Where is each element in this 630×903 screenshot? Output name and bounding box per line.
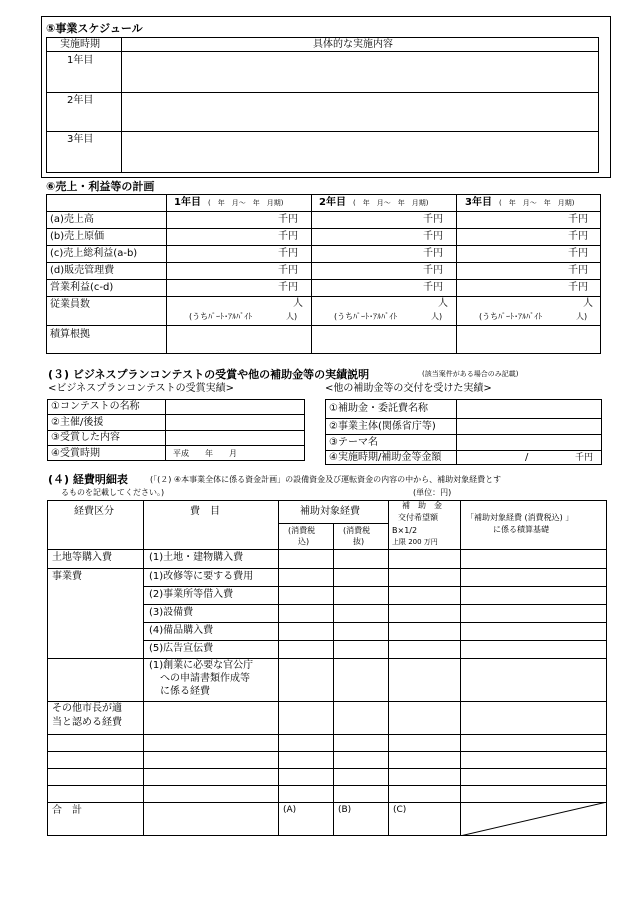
sales-unit: 千円: [423, 282, 443, 293]
part-unit: 人): [576, 312, 588, 321]
sales-unit: 千円: [568, 248, 588, 259]
sales-year-1: 1年目: [174, 197, 201, 208]
sales-year-2: 2年目: [319, 197, 346, 208]
schedule-table: [46, 37, 599, 173]
sales-unit: 千円: [278, 265, 298, 276]
sales-row-label: (d)販売管理費: [50, 265, 115, 276]
contest-row-label: ②主催/後援: [51, 417, 104, 428]
person-unit: 人: [293, 298, 303, 309]
col-request: B×1/2: [392, 526, 418, 535]
col-basis: に係る積算基礎: [493, 525, 549, 534]
category-business: 事業費: [52, 571, 82, 582]
total-a: (A): [283, 805, 297, 815]
sales-unit: 千円: [568, 265, 588, 276]
sales-unit: 千円: [278, 282, 298, 293]
basis-label: 積算根拠: [50, 329, 90, 340]
section3-title: (３) ビジネスプランコンテストの受賞や他の補助金等の実績説明: [48, 368, 370, 381]
sales-row-label: (b)売上原価: [50, 231, 105, 242]
sales-unit: 千円: [423, 231, 443, 242]
col-request: 交付希望額: [398, 513, 438, 522]
section4-intro-2: るものを記載してください。): [61, 488, 165, 497]
contest-date: 平成 年 月: [173, 449, 237, 458]
total-basis-diagonal: [460, 802, 607, 836]
col-incl: 込): [298, 537, 310, 546]
col-request: 上限 200 万円: [392, 538, 438, 546]
sales-unit: 千円: [278, 231, 298, 242]
schedule-col-period: 実施時期: [60, 39, 100, 50]
part-unit: 人): [431, 312, 443, 321]
col-basis: 「補助対象経費 (消費税込) 」: [466, 513, 574, 522]
section3-note: (該当案件がある場合のみ記載): [422, 370, 519, 378]
col-category: 経費区分: [74, 506, 114, 517]
expense-item: (1)土地・建物購入費: [149, 552, 244, 563]
expense-item: (3)設備費: [149, 607, 194, 618]
sales-range-1: ( 年 月～ 年 月期): [208, 199, 284, 207]
col-incl: (消費税: [288, 526, 316, 535]
expense-item: (4)備品購入費: [149, 625, 214, 636]
subsidy-row-label: ③テーマ名: [329, 437, 378, 448]
expense-item: (1)改修等に要する費用: [149, 571, 254, 582]
schedule-year-2: 2年目: [67, 95, 94, 106]
sales-row-label: (c)売上総利益(a-b): [50, 248, 138, 259]
sales-title: ⑥売上・利益等の計画: [46, 180, 155, 193]
contest-row-label: ①コンテストの名称: [51, 401, 140, 412]
col-excl: (消費税: [343, 526, 371, 535]
subsidy-unit: 千円: [575, 453, 594, 463]
sales-unit: 千円: [278, 214, 298, 225]
category-other: 当と認める経費: [52, 717, 122, 728]
subsidy-row-label: ①補助金・委託費名称: [329, 403, 428, 414]
sales-unit: 千円: [423, 265, 443, 276]
category-land: 土地等購入費: [52, 552, 112, 563]
sales-range-3: ( 年 月～ 年 月期): [499, 199, 575, 207]
employees-label: 従業員数: [50, 299, 90, 310]
sales-unit: 千円: [568, 214, 588, 225]
sales-row-label: (a)売上高: [50, 214, 94, 225]
sales-range-2: ( 年 月～ 年 月期): [353, 199, 429, 207]
sales-unit: 千円: [278, 248, 298, 259]
schedule-year-1: 1年目: [67, 55, 94, 66]
section4-intro-1: (「(２) ④本事業全体に係る資金計画」の設備資金及び運転資金の内容の中から、補助対象経費とす: [150, 475, 502, 484]
sales-unit: 千円: [568, 231, 588, 242]
person-unit: 人: [438, 298, 448, 309]
expense-item: (5)広告宣伝費: [149, 643, 214, 654]
col-request: 補 助 金: [402, 501, 442, 510]
sales-row-label: 営業利益(c-d): [50, 282, 114, 293]
category-other: その他市長が適: [52, 703, 122, 714]
total-label: 合 計: [52, 805, 82, 816]
sales-unit: 千円: [423, 248, 443, 259]
col-item: 費 目: [190, 506, 220, 517]
subsidy-slash: /: [525, 452, 529, 463]
sales-year-3: 3年目: [465, 197, 492, 208]
sales-unit: 千円: [423, 214, 443, 225]
sales-table: [46, 194, 601, 354]
section4-unit-note: (単位：円): [413, 488, 452, 497]
subsidy-row-label: ②事業主体(関係省庁等): [329, 421, 436, 432]
section3-right-head: <他の補助金等の交付を受けた実績>: [325, 383, 492, 394]
sales-unit: 千円: [568, 282, 588, 293]
part-label: (うちﾊﾟｰﾄ･ｱﾙﾊﾞｲﾄ: [189, 312, 253, 321]
person-unit: 人: [583, 298, 593, 309]
section3-left-head: <ビジネスプランコンテストの受賞実績>: [48, 383, 235, 394]
total-b: (B): [338, 805, 352, 815]
contest-row-label: ③受賞した内容: [51, 432, 120, 443]
expense-item: (2)事業所等借入費: [149, 589, 234, 600]
part-unit: 人): [286, 312, 298, 321]
col-excl: 抜): [353, 537, 365, 546]
schedule-title: ⑤事業スケジュール: [46, 22, 143, 35]
section4-title: (４) 経費明細表: [48, 473, 128, 486]
subsidy-row-label: ④実施時期/補助金等金額: [329, 452, 442, 463]
schedule-col-content: 具体的な実施内容: [313, 39, 393, 50]
schedule-year-3: 3年目: [67, 134, 94, 145]
total-c: (C): [393, 805, 407, 815]
part-label: (うちﾊﾟｰﾄ･ｱﾙﾊﾞｲﾄ: [334, 312, 398, 321]
contest-row-label: ④受賞時期: [51, 448, 100, 459]
expense-item-gov: に係る経費: [160, 686, 210, 697]
expense-item-gov: への申請書類作成等: [160, 673, 250, 684]
part-label: (うちﾊﾟｰﾄ･ｱﾙﾊﾞｲﾄ: [479, 312, 543, 321]
expense-item-gov: (1)創業に必要な官公庁: [149, 660, 254, 671]
col-subsidy: 補助対象経費: [300, 506, 360, 517]
